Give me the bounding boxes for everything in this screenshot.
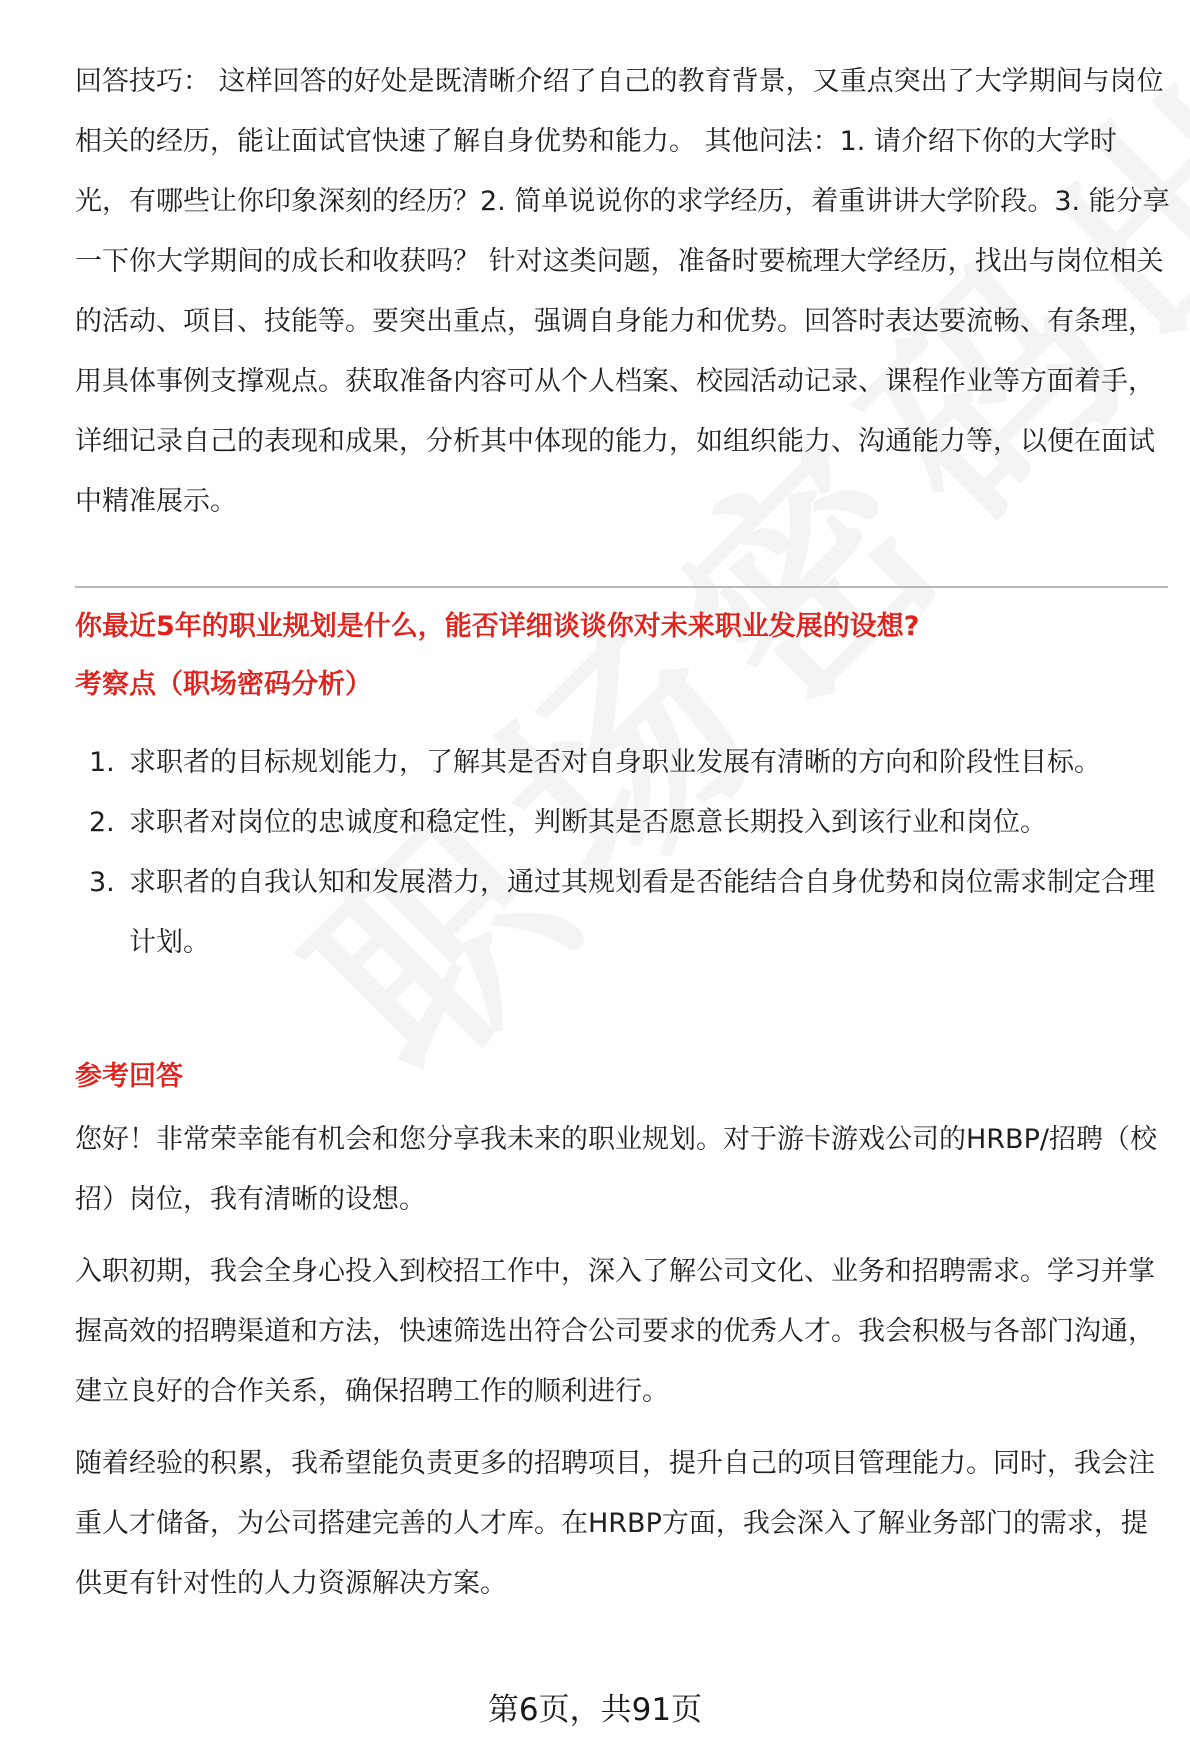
focus-item: [75, 853, 1170, 973]
focus-heading: 考察点（职场密码分析）: [75, 669, 372, 700]
focus-list: [75, 733, 1170, 973]
focus-item-number: 3.: [89, 867, 115, 898]
section-divider: [75, 586, 1168, 588]
focus-item: [75, 733, 1170, 793]
answer-paragraph-2: 入职初期，我会全身心投入到校招工作中，深入了解公司文化、业务和招聘需求。学习并掌握高效的招聘渠道和方法，快速筛选出符合公司要求的优秀人才。我会积极与各部门沟通，建立良好的合作关系，确保招聘工作的顺利进行。: [75, 1256, 1155, 1407]
focus-item-text: 求职者的自我认知和发展潜力，通过其规划看是否能结合自身优势和岗位需求制定合理计划。: [129, 867, 1155, 958]
intro-section: [75, 52, 1170, 532]
focus-item-number: 1.: [89, 747, 115, 778]
focus-item-number: 2.: [89, 807, 115, 838]
question-title: 你最近5年的职业规划是什么，能否详细谈谈你对未来职业发展的设想?: [75, 611, 920, 642]
focus-item-text: 求职者的目标规划能力，了解其是否对自身职业发展有清晰的方向和阶段性目标。: [129, 747, 1101, 778]
reference-heading: 参考回答: [75, 1061, 183, 1092]
page-number: 第6页，共91页: [487, 1692, 703, 1728]
answer-paragraph-3: 随着经验的积累，我希望能负责更多的招聘项目，提升自己的项目管理能力。同时，我会注重人才储备，为公司搭建完善的人才库。在HRBP方面，我会深入了解业务部门的需求，提供更有针对性的人力资源解决方案。: [75, 1448, 1155, 1599]
intro-paragraph: 回答技巧： 这样回答的好处是既清晰介绍了自己的教育背景，又重点突出了大学期间与岗位相关的经历，能让面试官快速了解自身优势和能力。 其他问法：1. 请介绍下你的大学时光，有哪些让你印象深刻的经历？2. 简单说说你的求学经历，着重讲讲大学阶段。3. 能分享一下你大学期间的成长和收获吗？ 针对这类问题，准备时要梳理大学经历，找出与岗位相关的活动、项目、技能等。要突出重点，强调自身能力和优势。回答时表达要流畅、有条理，用具体事例支撑观点。获取准备内容可从个人档案、校园活动记录、课程作业等方面着手，详细记录自己的表现和成果，分析其中体现的能力，如组织能力、沟通能力等，以便在面试中精准展示。: [75, 66, 1170, 517]
answer-paragraph-1: 您好！非常荣幸能有机会和您分享我未来的职业规划。对于游卡游戏公司的HRBP/招聘（校招）岗位，我有清晰的设想。: [75, 1124, 1157, 1215]
focus-item-text: 求职者对岗位的忠诚度和稳定性，判断其是否愿意长期投入到该行业和岗位。: [129, 807, 1047, 838]
focus-item: [75, 793, 1170, 853]
